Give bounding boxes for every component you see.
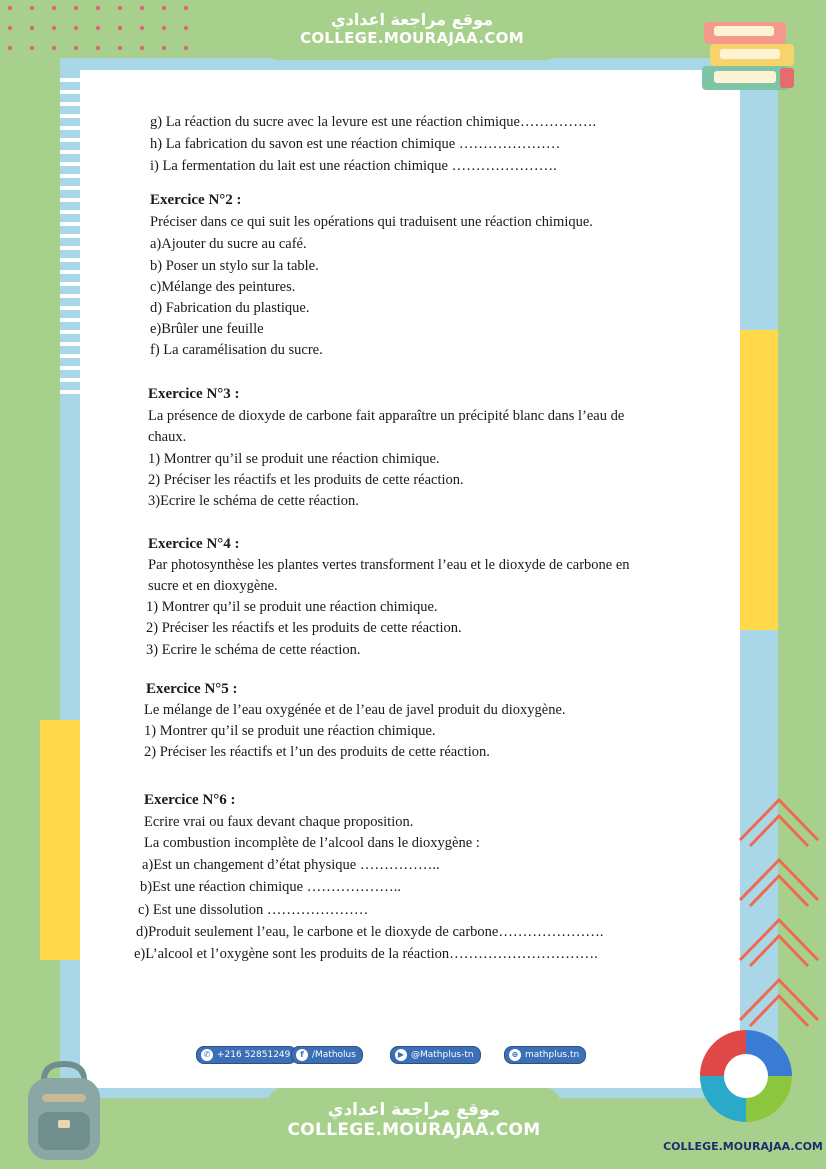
exercise5-intro: Le mélange de l’eau oxygénée et de l’eau de javel produit du dioxygène. [144, 702, 566, 718]
youtube-icon: ▶ [395, 1049, 407, 1061]
exercise2-item: d) Fabrication du plastique. [150, 300, 310, 316]
youtube-label: @Mathplus-tn [411, 1050, 474, 1060]
exercise6-intro-line2: La combustion incomplète de l’alcool dans le dioxygène : [144, 835, 480, 851]
exercise2-item: f) La caramélisation du sucre. [150, 342, 323, 358]
exercise6-item: b)Est une réaction chimique ……………….. [140, 879, 401, 895]
exercise3-item: 3)Ecrire le schéma de cette réaction. [148, 493, 359, 509]
chevron-up-decoration-icon [734, 790, 824, 1050]
site-url[interactable]: COLLEGE.MOURAJAA.COM [300, 29, 524, 47]
exercise4-item: 2) Préciser les réactifs et les produits de cette réaction. [146, 620, 462, 636]
exercise4-title: Exercice N°4 : [148, 536, 240, 552]
exercise2-title: Exercice N°2 : [150, 192, 242, 208]
youtube-badge[interactable] [390, 1046, 481, 1064]
exercise1-item-i: i) La fermentation du lait est une réaction chimique …………………. [150, 158, 557, 174]
exercise6-intro-line1: Ecrire vrai ou faux devant chaque proposition. [144, 814, 414, 830]
site-arabic-name: موقع مراجعة اعدادي [330, 10, 494, 29]
exercise6-item: d)Produit seulement l’eau, le carbone et le dioxyde de carbone…………………. [136, 924, 604, 940]
exercise5-item: 1) Montrer qu’il se produit une réaction chimique. [144, 723, 436, 739]
exercise6-item: a)Est un changement d’état physique …………….. [142, 857, 440, 873]
exercise2-intro: Préciser dans ce qui suit les opérations qui traduisent une réaction chimique. [150, 214, 593, 230]
exercise3-title: Exercice N°3 : [148, 386, 240, 402]
exercise4-item: 3) Ecrire le schéma de cette réaction. [146, 642, 361, 658]
exercise1-item-h: h) La fabrication du savon est une réaction chimique ………………… [150, 136, 561, 152]
whatsapp-label: +216 52851249 [217, 1050, 291, 1060]
exercise4-intro-line2: sucre et en dioxygène. [148, 578, 278, 594]
facebook-icon: f [296, 1049, 308, 1061]
exercise5-title: Exercice N°5 : [146, 681, 238, 697]
exercise6-item: c) Est une dissolution ………………… [138, 902, 369, 918]
college-mourajaa-logo-icon [696, 1026, 796, 1126]
exercise5-item: 2) Préciser les réactifs et l’un des produits de cette réaction. [144, 744, 490, 760]
logo-url[interactable]: COLLEGE.MOURAJAA.COM [663, 1140, 823, 1153]
whatsapp-icon: ✆ [201, 1049, 213, 1061]
exercise6-item: e)L’alcool et l’oxygène sont les produits de la réaction…………………………. [134, 946, 598, 962]
site-banner-bottom[interactable] [268, 1088, 560, 1156]
site-arabic-name-bottom: موقع مراجعة اعدادي [327, 1100, 501, 1120]
facebook-label: /Matholus [312, 1050, 356, 1060]
website-label: mathplus.tn [525, 1050, 580, 1060]
exercise2-item: e)Brûler une feuille [150, 321, 264, 337]
exercise3-intro-line1: La présence de dioxyde de carbone fait apparaître un précipité blanc dans l’eau de [148, 408, 625, 424]
web-icon: ⊕ [509, 1049, 521, 1061]
exercise2-item: b) Poser un stylo sur la table. [150, 258, 319, 274]
exercise3-item: 1) Montrer qu’il se produit une réaction chimique. [148, 451, 440, 467]
backpack-icon [14, 1060, 114, 1164]
exercise2-item: c)Mélange des peintures. [150, 279, 296, 295]
facebook-badge[interactable] [291, 1046, 363, 1064]
exercise3-item: 2) Préciser les réactifs et les produits de cette réaction. [148, 472, 464, 488]
site-url-bottom[interactable]: COLLEGE.MOURAJAA.COM [287, 1120, 541, 1140]
exercise4-item: 1) Montrer qu’il se produit une réaction chimique. [146, 599, 438, 615]
exercise6-title: Exercice N°6 : [144, 792, 236, 808]
exercise2-item: a)Ajouter du sucre au café. [150, 236, 307, 252]
exercise3-intro-line2: chaux. [148, 429, 187, 445]
whatsapp-badge[interactable] [196, 1046, 297, 1064]
website-badge[interactable] [504, 1046, 586, 1064]
exercise1-item-g: g) La réaction du sucre avec la levure est une réaction chimique……………. [150, 114, 597, 130]
exercise4-intro-line1: Par photosynthèse les plantes vertes transforment l’eau et le dioxyde de carbone en [148, 557, 630, 573]
